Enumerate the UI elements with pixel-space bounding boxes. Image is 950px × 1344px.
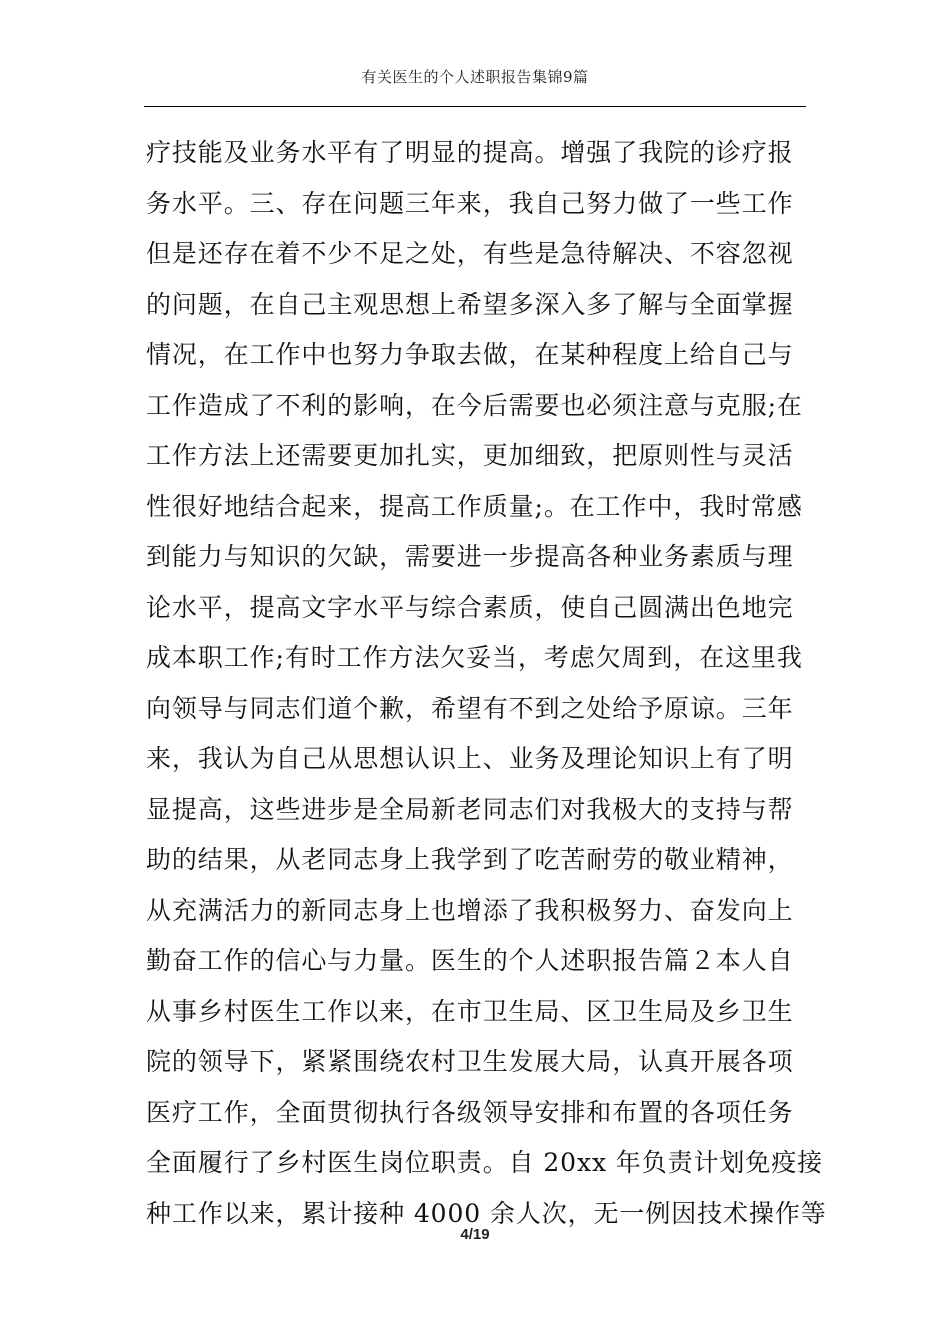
body-line: 成本职工作;有时工作方法欠妥当，考虑欠周到，在这里我 [146,643,803,672]
body-line: 医疗工作，全面贯彻执行各级领导安排和布置的各项任务 [146,1097,794,1127]
body-line: 来，我认为自己从思想认识上、业务及理论知识上有了明 [146,744,794,773]
body-line: 的问题，在自己主观思想上希望多深入多了解与全面掌握 [146,289,794,319]
document-body [146,128,827,1239]
body-line: 从事乡村医生工作以来，在市卫生局、区卫生局及乡卫生 [146,996,794,1026]
body-line: 疗技能及业务水平有了明显的提高。增强了我院的诊疗报 [146,138,794,167]
body-line: 从充满活力的新同志身上也增添了我积极努力、奋发向上 [146,895,794,925]
body-line: 工作方法上还需要更加扎实，更加细致，把原则性与灵活 [146,441,794,470]
body-line: 论水平，提高文字水平与综合素质，使自己圆满出色地完 [146,592,794,622]
body-line: 性很好地结合起来，提高工作质量;。在工作中，我时常感 [146,491,803,521]
page-number: 4/19 [460,1226,490,1243]
body-line: 到能力与知识的欠缺，需要进一步提高各种业务素质与理 [146,542,794,571]
body-line: 务水平。三、存在问题三年来，我自己努力做了一些工作 [146,188,794,218]
page-header-title: 有关医生的个人述职报告集锦9篇 [361,68,589,86]
body-line: 勤奋工作的信心与力量。医生的个人述职报告篇２本人自 [146,946,794,975]
header-divider [144,106,806,107]
body-line: 向领导与同志们道个歉，希望有不到之处给予原谅。三年 [146,693,794,723]
body-line: 但是还存在着不少不足之处，有些是急待解决、不容忽视 [146,239,794,268]
body-line: 种工作以来，累计接种 4000 余人次，无一例因技术操作等 [146,1198,827,1228]
body-line: 显提高，这些进步是全局新老同志们对我极大的支持与帮 [146,794,794,824]
body-line: 情况，在工作中也努力争取去做，在某种程度上给自己与 [146,340,794,369]
body-line: 院的领导下，紧紧围绕农村卫生发展大局，认真开展各项 [146,1047,794,1076]
body-line: 助的结果，从老同志身上我学到了吃苦耐劳的敬业精神， [146,845,794,874]
body-line: 工作造成了不利的影响，在今后需要也必须注意与克服;在 [146,390,803,420]
body-line: 全面履行了乡村医生岗位职责。自 20xx 年负责计划免疫接 [146,1148,824,1177]
